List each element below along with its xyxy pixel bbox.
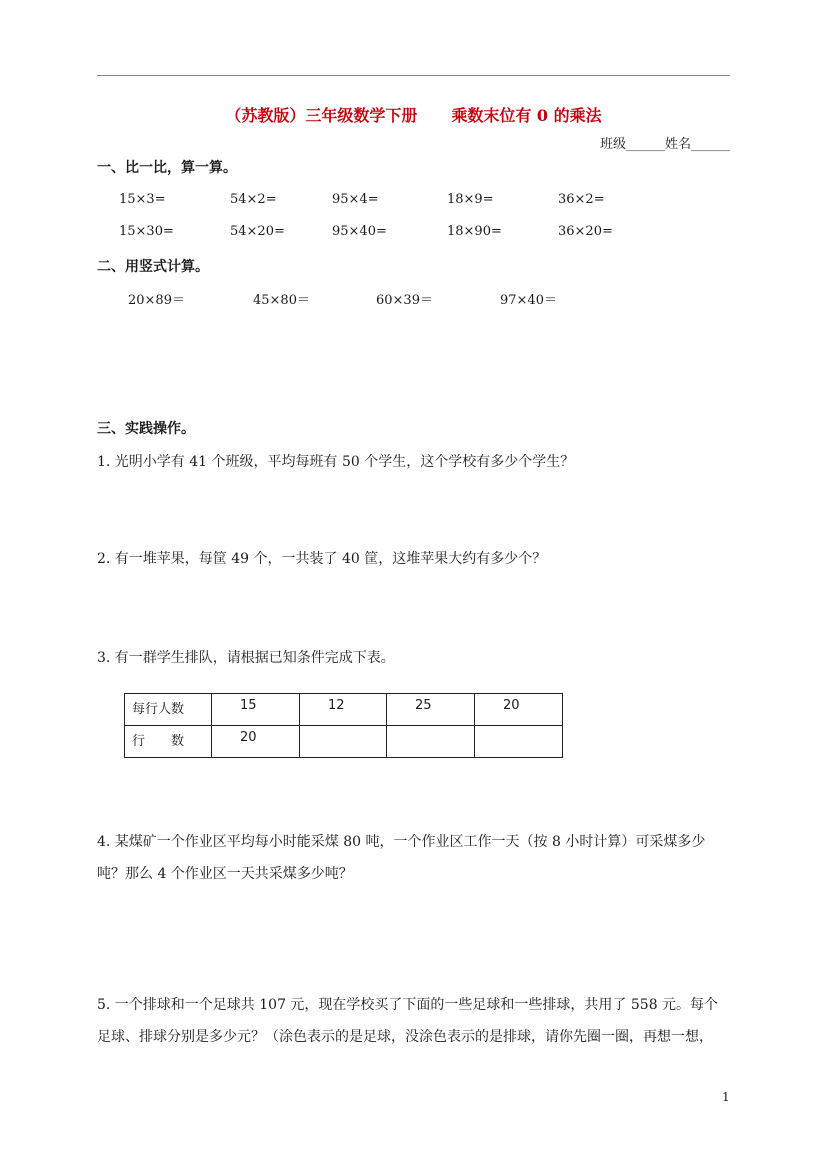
- title-left: （苏教版）三年级数学下册: [225, 106, 418, 125]
- expr-row2-5: 36×20=: [558, 224, 613, 239]
- expr-row1-3: 95×4=: [332, 192, 379, 207]
- table-row: [125, 726, 563, 758]
- table-row: [125, 694, 563, 726]
- question-4-line2: 吨？那么 4 个作业区一天共采煤多少吨？: [97, 866, 353, 882]
- section3-heading: 三、实践操作。: [97, 421, 195, 437]
- expr-row1-1: 15×3=: [119, 192, 166, 207]
- question-1: 1. 光明小学有 41 个班级，平均每班有 50 个学生，这个学校有多少个学生？: [97, 454, 575, 470]
- expr-row2-3: 95×40=: [332, 224, 387, 239]
- expr-row1-4: 18×9=: [447, 192, 494, 207]
- vertical-calc-1: 20×89＝: [128, 293, 185, 308]
- header-rule: [97, 75, 730, 76]
- table-cell: 12: [328, 698, 345, 713]
- table-blank-cell: [387, 726, 474, 730]
- vertical-calc-3: 60×39＝: [376, 293, 433, 308]
- question-2: 2. 有一堆苹果，每筐 49 个，一共装了 40 筐，这堆苹果大约有多少个？: [97, 551, 547, 567]
- expr-row1-2: 54×2=: [230, 192, 277, 207]
- expr-row2-1: 15×30=: [119, 224, 174, 239]
- table-blank-cell: [475, 726, 562, 730]
- expr-row1-5: 36×2=: [558, 192, 605, 207]
- expr-row2-4: 18×90=: [447, 224, 502, 239]
- class-name-line: 班级______姓名______: [599, 137, 730, 152]
- vertical-calc-4: 97×40＝: [500, 293, 557, 308]
- table-cell: 20: [503, 698, 520, 713]
- vertical-calc-2: 45×80＝: [253, 293, 310, 308]
- section2-heading: 二、用竖式计算。: [97, 259, 209, 275]
- page-number: 1: [722, 1090, 730, 1104]
- table-cell: 15: [240, 698, 257, 713]
- table-cell: 行 数: [132, 734, 185, 749]
- queue-table: [124, 693, 563, 758]
- expr-row2-2: 54×20=: [230, 224, 285, 239]
- worksheet-title: [0, 103, 827, 126]
- question-3: 3. 有一群学生排队，请根据已知条件完成下表。: [97, 650, 395, 666]
- table-cell: 每行人数: [132, 702, 185, 717]
- section1-heading: 一、比一比，算一算。: [97, 160, 237, 176]
- table-cell: 25: [415, 698, 432, 713]
- table-blank-cell: [300, 726, 386, 730]
- question-5-line2: 足球、排球分别是多少元？（涂色表示的是足球，没涂色表示的是排球，请你先圈一圈，再想一想，: [97, 1029, 713, 1045]
- title-right: 乘数末位有 0 的乘法: [451, 106, 602, 125]
- question-4-line1: 4. 某煤矿一个作业区平均每小时能采煤 80 吨，一个作业区工作一天（按 8 小时计算）可采煤多少: [97, 834, 706, 850]
- question-5-line1: 5. 一个排球和一个足球共 107 元，现在学校买了下面的一些足球和一些排球，共用了 558 元。每个: [97, 997, 719, 1013]
- table-cell: 20: [240, 730, 257, 745]
